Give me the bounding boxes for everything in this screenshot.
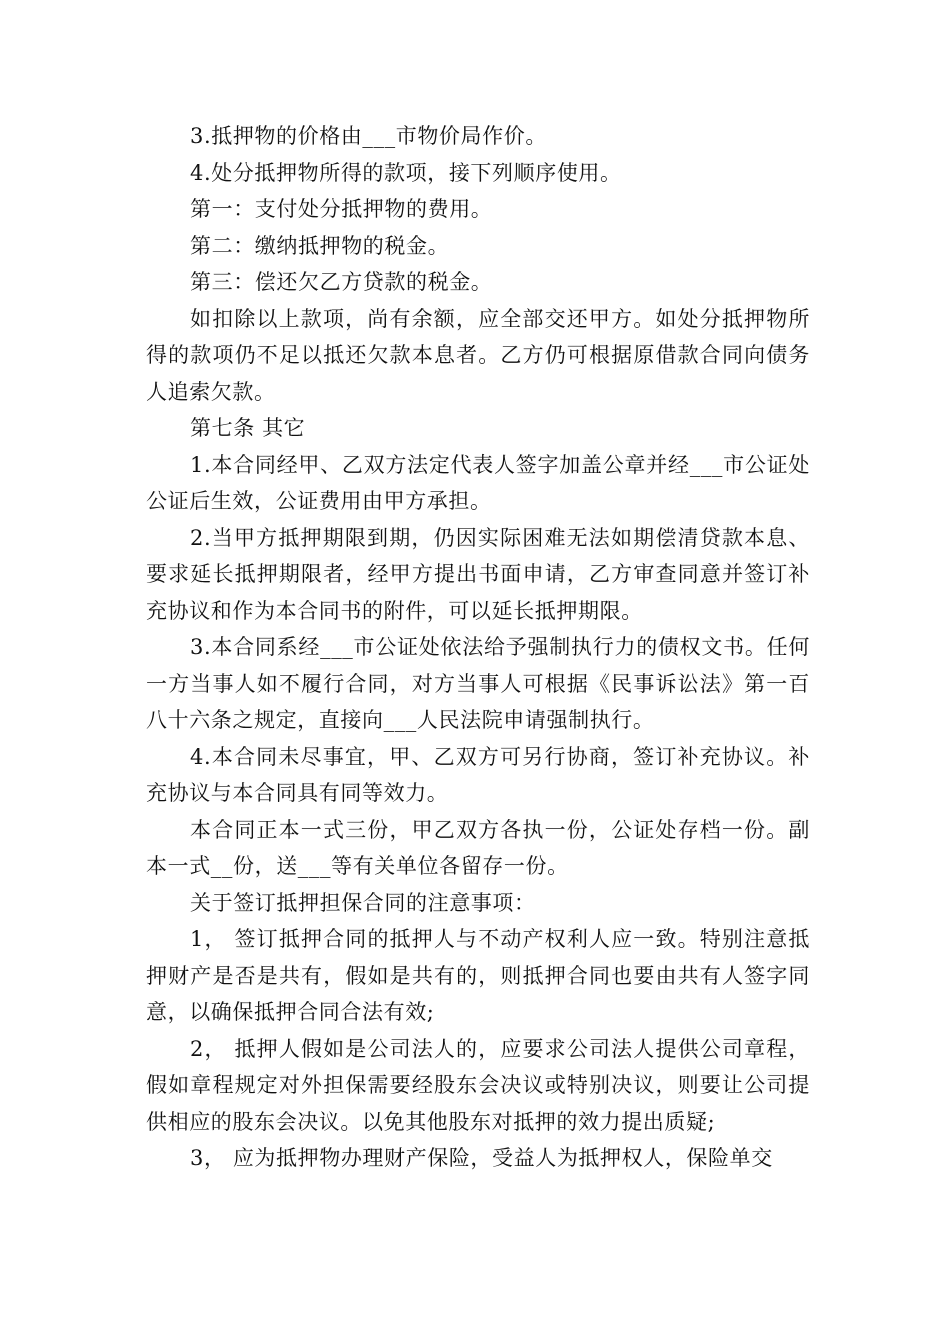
paragraph-first: 第一：支付处分抵押物的费用。	[190, 197, 493, 221]
paragraph-article-7-item-3: 3.本合同系经___市公证处依法给予强制执行力的债权文书。任何一方当事人如不履行合同，对方当事人可根据《民事诉讼法》第一百八十六条之规定，直接向___人民法院申请强制执行。	[146, 635, 810, 732]
paragraph-remaining-balance: 如扣除以上款项，尚有余额，应全部交还甲方。如处分抵押物所得的款项仍不足以抵还欠款本息者。乙方仍可根据原借款合同向债务人追索欠款。	[146, 306, 810, 404]
note-item-3: 3， 应为抵押物办理财产保险，受益人为抵押权人，保险单交	[190, 1146, 773, 1170]
paragraph-article-7-item-4: 4.本合同未尽事宜，甲、乙双方可另行协商，签订补充协议。补充协议与本合同具有同等效力。	[146, 744, 810, 805]
paragraph-price-appraisal: 3.抵押物的价格由___市物价局作价。	[190, 124, 547, 148]
note-item-2: 2， 抵押人假如是公司法人的，应要求公司法人提供公司章程，假如章程规定对外担保需要经股东会决议或特别决议，则要让公司提供相应的股东会决议。以免其他股东对抵押的效力提出质疑;	[146, 1036, 810, 1134]
paragraph-second: 第二：缴纳抵押物的税金。	[190, 233, 450, 258]
paragraph-article-7-item-2: 2.当甲方抵押期限到期，仍因实际困难无法如期偿清贷款本息、要求延长抵押期限者，经甲方提出书面申请，乙方审查同意并签订补充协议和作为本合同书的附件，可以延长抵押期限。	[146, 525, 810, 623]
document-body	[146, 118, 810, 1177]
paragraph-article-7-item-1: 1.本合同经甲、乙双方法定代表人签字加盖公章并经___市公证处公证后生效，公证费用由甲方承担。	[146, 452, 810, 513]
section-heading-article-7: 第七条 其它	[190, 416, 306, 440]
paragraph-copies: 本合同正本一式三份，甲乙双方各执一份，公证处存档一份。副本一式__份，送___等有关单位各留存一份。	[146, 817, 810, 878]
notes-heading: 关于签订抵押担保合同的注意事项：	[190, 890, 536, 915]
paragraph-third: 第三：偿还欠乙方贷款的税金。	[190, 270, 493, 294]
paragraph-proceeds-order: 4.处分抵押物所得的款项，接下列顺序使用。	[190, 160, 622, 185]
note-item-1: 1， 签订抵押合同的抵押人与不动产权利人应一致。特别注意抵押财产是否是共有，假如是共有的，则抵押合同也要由共有人签字同意，以确保抵押合同合法有效;	[146, 927, 810, 1024]
